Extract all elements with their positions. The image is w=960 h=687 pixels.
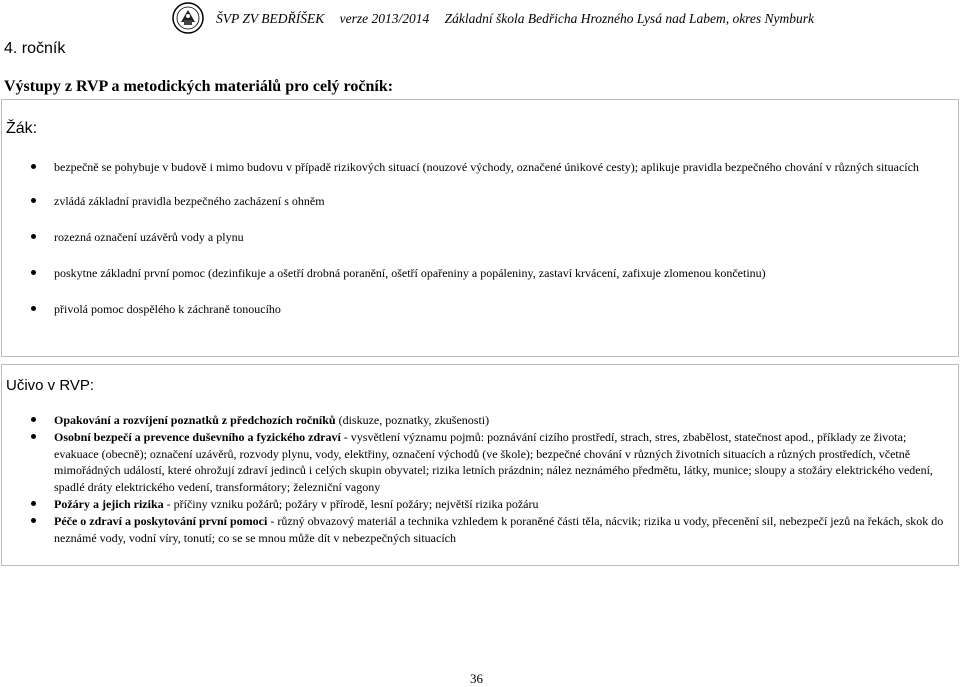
curriculum-heading: Péče o zdraví a poskytování první pomoci [54, 513, 268, 528]
bullet-icon [31, 270, 36, 275]
list-item [2, 496, 950, 513]
outcome-text: rozezná označení uzávěrů vody a plynu [54, 230, 244, 244]
pupil-label: Žák: [6, 120, 38, 137]
header-program: ŠVP ZV BEDŘÍŠEK [216, 11, 325, 26]
header-school-name: Základní škola Bedřicha Hrozného Lysá nad Labem, okres Nymburk [444, 11, 815, 26]
page-number: 36 [470, 671, 483, 686]
header-text [216, 11, 826, 27]
school-logo-icon [172, 2, 204, 34]
outcome-text: přivolá pomoc dospělého k záchraně tonoucího [54, 302, 281, 316]
curriculum-text: - různý obvazový materiál a technika vzhledem k poraněné části těla, nácvik; rizika u vody, přecenění sil, nebezpečí jezů na řekách, skok do neznámé vody, vodní víry, tonutí; co se se mnou může dít v nebezpečných situacích [54, 513, 944, 545]
bullet-icon [31, 234, 36, 239]
list-item [2, 228, 952, 246]
bullet-icon [31, 434, 36, 439]
grade-title: 4. ročník [4, 40, 66, 57]
list-item [2, 429, 950, 496]
outcome-text: poskytne základní první pomoc (dezinfikuje a ošetří drobná poranění, ošetří opařeniny a popáleniny, zastaví krvácení, zafixuje zlomenou končetinu) [54, 266, 766, 280]
header-version: verze 2013/2014 [339, 11, 430, 26]
list-item [2, 412, 950, 429]
curriculum-text: - vysvětlení významu pojmů: poznávání cizího prostředí, strach, stres, zbabělost, statečnost apod., příklady ze života; evakuace (obecně); označení uzávěrů, rozvody plynu, vody, elektřiny, označení východů (ve škole); bezpečné chování v různých životních situacích a různých prostředích, včetně mimořádných událostí, které ohrožují zdraví jedinců i celých skupin obyvatel; rizika letních prázdnin; nález neznámého předmětu, látky, munice; sloupy a stožáry elektrického vedení, spadlé dráty elektrického vedení, transformátory; železniční vagony [54, 429, 933, 495]
curriculum-text: (diskuze, poznatky, zkušenosti) [335, 413, 490, 427]
bullet-icon [31, 501, 36, 506]
curriculum-heading: Osobní bezpečí a prevence duševního a fyzického zdraví [54, 429, 341, 444]
bullet-icon [31, 417, 36, 422]
page-header [172, 2, 960, 34]
bullet-icon [31, 198, 36, 203]
outcomes-list [2, 158, 952, 318]
curriculum-heading: Opakování a rozvíjení poznatků z předchozích ročníků [54, 413, 336, 427]
outcome-text: bezpečně se pohybuje v budově i mimo budovu v případě rizikových situací (nouzové východy, označené únikové cesty); aplikuje pravidla bezpečného chování v různých situacích [54, 160, 919, 174]
list-item [2, 158, 952, 176]
bullet-icon [31, 306, 36, 311]
list-item [2, 192, 952, 210]
list-item [2, 264, 952, 282]
outcomes-box [1, 99, 959, 357]
curriculum-text: - příčiny vzniku požárů; požáry v přírodě, lesní požáry; největší rizika požáru [163, 496, 539, 511]
curriculum-title: Učivo v RVP: [6, 377, 95, 394]
curriculum-box [1, 364, 959, 566]
outcome-text: zvládá základní pravidla bezpečného zacházení s ohněm [54, 194, 325, 208]
list-item [2, 513, 950, 547]
list-item [2, 300, 952, 318]
bullet-icon [31, 164, 36, 169]
section-title: Výstupy z RVP a metodických materiálů pro celý ročník: [4, 78, 394, 95]
curriculum-list [2, 412, 950, 546]
curriculum-heading: Požáry a jejich rizika [54, 496, 164, 511]
bullet-icon [31, 518, 36, 523]
